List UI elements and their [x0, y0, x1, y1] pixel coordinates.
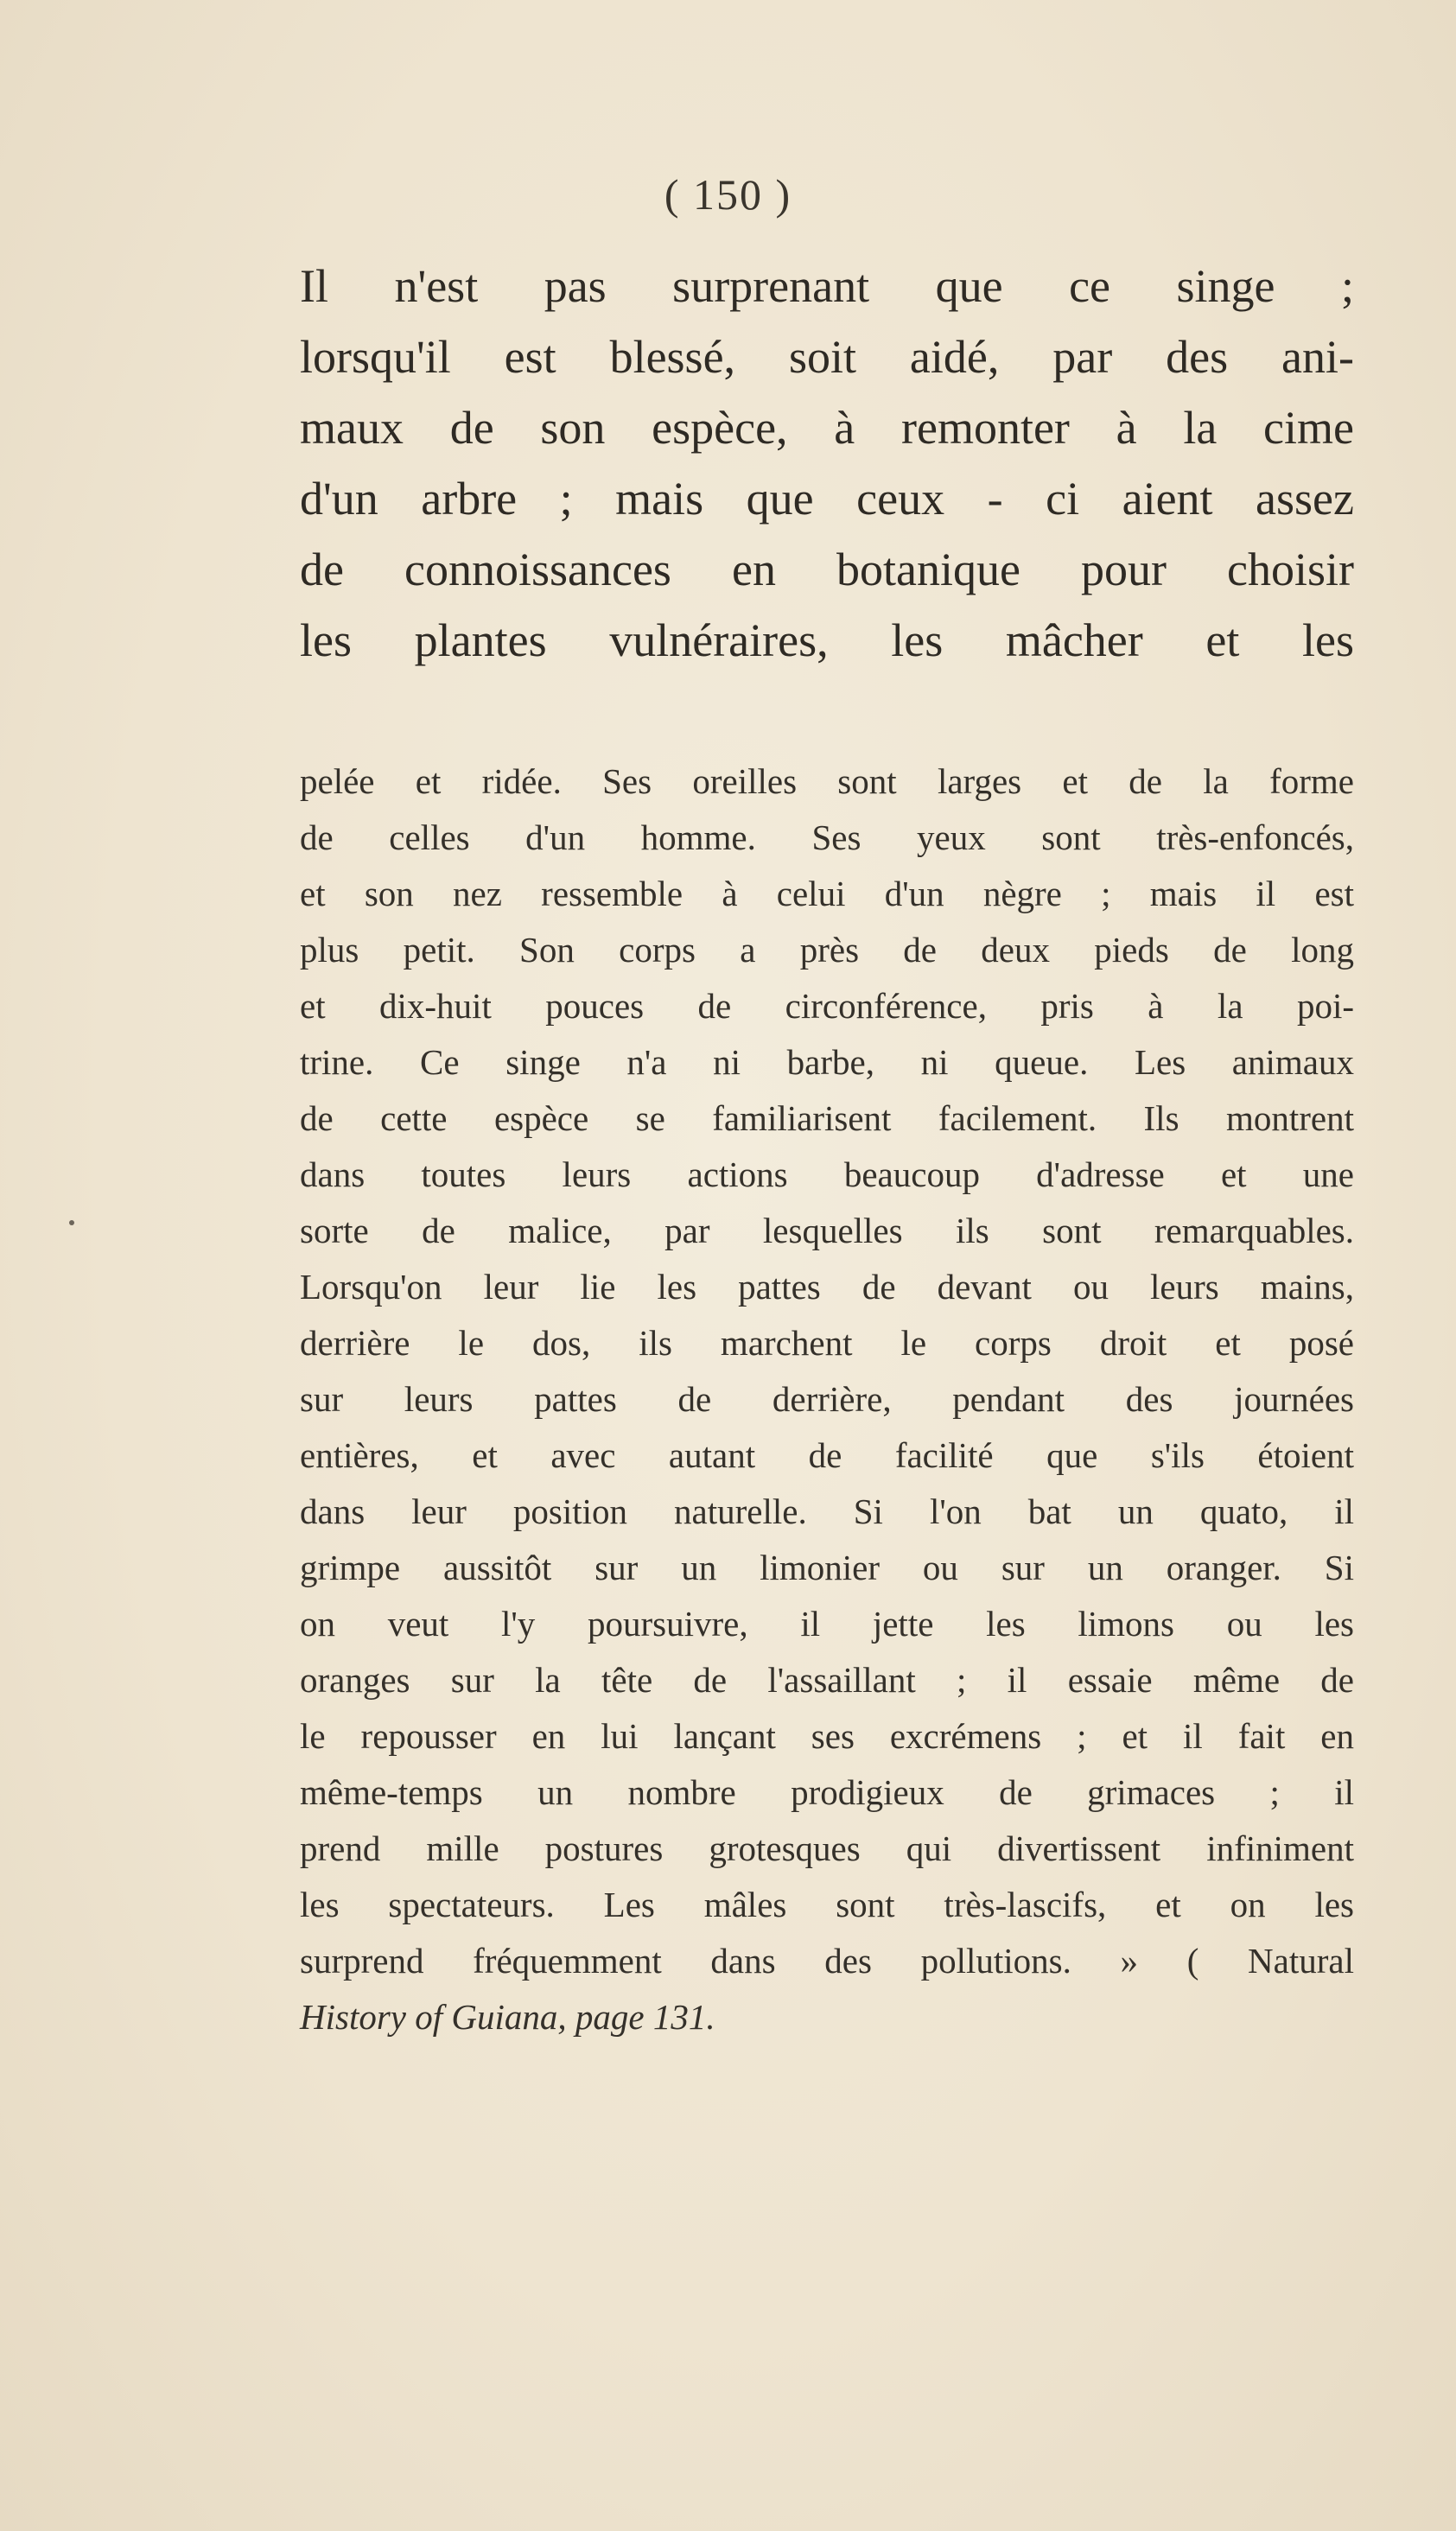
text-line: sur leurs pattes de derrière, pendant des journées	[300, 1379, 1354, 1419]
text-line: maux de son espèce, à remonter à la cime	[300, 402, 1354, 454]
text-line: les spectateurs. Les mâles sont très-lascifs, et on les	[300, 1885, 1354, 1924]
text-line: on veut l'y poursuivre, il jette les limons ou les	[300, 1604, 1354, 1644]
text-line: plus petit. Son corps a près de deux pieds de long	[300, 930, 1354, 970]
text-line: les plantes vulnéraires, les mâcher et les	[300, 614, 1354, 666]
text-line: même-temps un nombre prodigieux de grimaces ; il	[300, 1772, 1354, 1812]
text-line: derrière le dos, ils marchent le corps droit et posé	[300, 1323, 1354, 1363]
citation-line: History of Guiana, page 131.	[300, 1997, 715, 2037]
text-line: dans leur position naturelle. Si l'on bat un quato, il	[300, 1491, 1354, 1531]
text-line: prend mille postures grotesques qui divertissent infiniment	[300, 1828, 1354, 1868]
text-line: de celles d'un homme. Ses yeux sont très-enfoncés,	[300, 817, 1354, 857]
text-line: et son nez ressemble à celui d'un nègre ; mais il est	[300, 874, 1354, 913]
text-line: grimpe aussitôt sur un limonier ou sur un oranger. Si	[300, 1548, 1354, 1587]
text-line: Lorsqu'on leur lie les pattes de devant ou leurs mains,	[300, 1267, 1354, 1307]
upper-paragraph	[300, 251, 1354, 676]
text-line: Il n'est pas surprenant que ce singe ;	[300, 260, 1354, 312]
text-line: lorsqu'il est blessé, soit aidé, par des ani-	[300, 331, 1354, 383]
text-line: et dix-huit pouces de circonférence, pris à la poi-	[300, 986, 1354, 1026]
page-number: ( 150 )	[664, 170, 792, 219]
text-line: trine. Ce singe n'a ni barbe, ni queue. Les animaux	[300, 1042, 1354, 1082]
text-line: entières, et avec autant de facilité que s'ils étoient	[300, 1435, 1354, 1475]
text-line: dans toutes leurs actions beaucoup d'adresse et une	[300, 1154, 1354, 1194]
text-line: de connoissances en botanique pour choisir	[300, 544, 1354, 595]
text-line: le repousser en lui lançant ses excrémens ; et il fait en	[300, 1716, 1354, 1756]
text-line: surprend fréquemment dans des pollutions. » ( Natural	[300, 1941, 1354, 1981]
text-line: pelée et ridée. Ses oreilles sont larges et de la forme	[300, 761, 1354, 801]
lower-paragraph	[300, 754, 1354, 2045]
text-line: d'un arbre ; mais que ceux - ci aient assez	[300, 473, 1354, 525]
text-line: sorte de malice, par lesquelles ils sont remarquables.	[300, 1211, 1354, 1250]
text-line: oranges sur la tête de l'assaillant ; il essaie même de	[300, 1660, 1354, 1700]
text-line: de cette espèce se familiarisent facilement. Ils montrent	[300, 1098, 1354, 1138]
ink-speck	[69, 1220, 74, 1225]
